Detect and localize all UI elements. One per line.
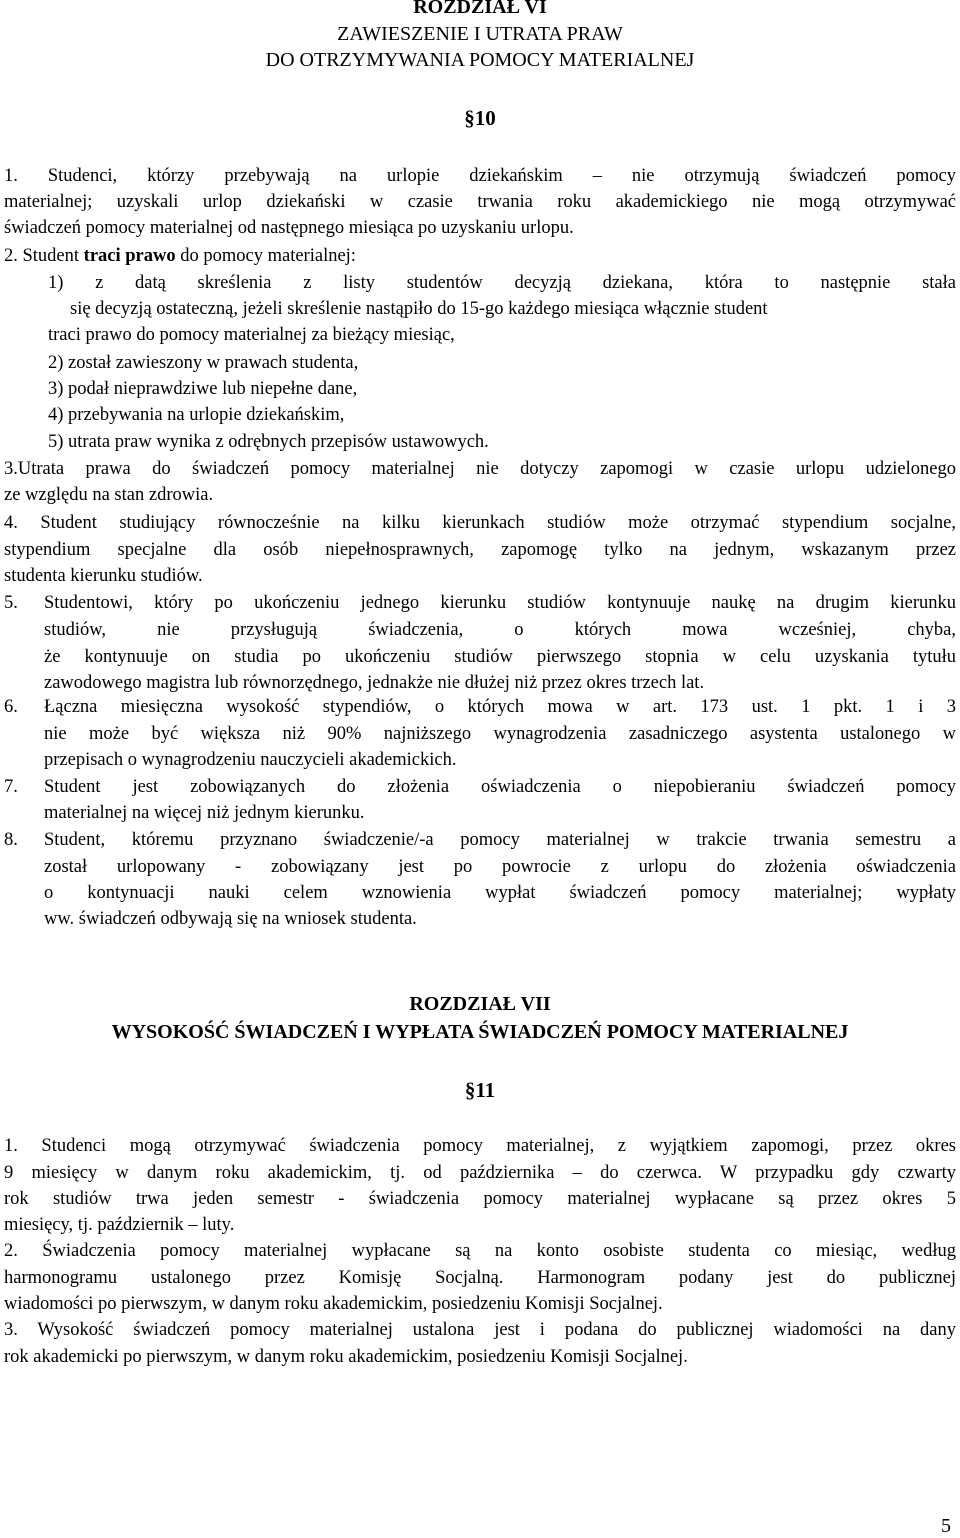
page-number: 5 — [941, 1515, 951, 1537]
list-item-line: się decyzją ostateczną, jeżeli skreślenie nastąpiło do 15-go każdego miesiąca włącznie student — [70, 299, 768, 319]
paragraph-text: do pomocy materialnej: — [175, 246, 356, 266]
paragraph-line: zawodowego magistra lub równorzędnego, jednakże nie dłużej niż przez okres trzech lat. — [44, 673, 705, 693]
paragraph-line: przepisach o wynagrodzeniu nauczycieli akademickich. — [44, 750, 457, 770]
paragraph-line: 4. Student studiujący równocześnie na kilku kierunkach studiów może otrzymać stypendium socjalne, — [4, 513, 956, 533]
paragraph-line: ze względu na stan zdrowia. — [4, 485, 214, 505]
paragraph-number: 8. — [4, 830, 18, 850]
paragraph-line: Studentowi, który po ukończeniu jednego kierunku studiów kontynuuje naukę na drugim kierunku — [44, 593, 956, 613]
paragraph-number: 6. — [4, 697, 18, 717]
paragraph-line: 1. Studenci, którzy przebywają na urlopie dziekańskim – nie otrzymują świadczeń pomocy — [4, 166, 956, 186]
paragraph-line: 3.Utrata prawa do świadczeń pomocy materialnej nie dotyczy zapomogi w czasie urlopu udzielonego — [4, 459, 956, 479]
paragraph-line: studenta kierunku studiów. — [4, 566, 203, 586]
chapter-subtitle: ZAWIESZENIE I UTRATA PRAW — [337, 23, 623, 45]
list-item-line: traci prawo do pomocy materialnej za bieżący miesiąc, — [48, 325, 455, 345]
paragraph-line: 2. Świadczenia pomocy materialnej wypłacane są na konto osobiste studenta co miesiąc, według — [4, 1241, 956, 1261]
paragraph-text: 2. Student — [4, 246, 84, 266]
paragraph-line: stypendium specjalne dla osób niepełnosprawnych, zapomogę tylko na jednym, wskazanym przez — [4, 540, 956, 560]
paragraph-line: rok akademicki po pierwszym, w danym roku akademickim, posiedzeniu Komisji Socjalnej. — [4, 1347, 688, 1367]
paragraph-line: Łączna miesięczna wysokość stypendiów, o których mowa w art. 173 ust. 1 pkt. 1 i 3 — [44, 697, 956, 717]
paragraph-line: wiadomości po pierwszym, w danym roku akademickim, posiedzeniu Komisji Socjalnej. — [4, 1294, 663, 1314]
list-item: 2) został zawieszony w prawach studenta, — [48, 353, 359, 373]
paragraph-line: harmonogramu ustalonego przez Komisję Socjalną. Harmonogram podany jest do publicznej — [4, 1268, 956, 1288]
list-item-line: 1) z datą skreślenia z listy studentów decyzją dziekana, która to następnie stała — [48, 273, 956, 293]
chapter-title: ROZDZIAŁ VI — [413, 0, 547, 18]
section-heading: §10 — [464, 106, 496, 130]
bold-text: traci prawo — [83, 246, 176, 266]
paragraph-line: świadczeń pomocy materialnej od następnego miesiąca po uzyskaniu urlopu. — [4, 218, 574, 238]
paragraph-line: 1. Studenci mogą otrzymywać świadczenia pomocy materialnej, z wyjątkiem zapomogi, przez okres — [4, 1136, 956, 1156]
paragraph-line: materialnej; uzyskali urlop dziekański w czasie trwania roku akademickiego nie mogą otrzymywać — [4, 192, 956, 212]
list-item: 3) podał nieprawdziwe lub niepełne dane, — [48, 379, 358, 399]
paragraph-line: studiów, nie przysługują świadczenia, o których mowa wcześniej, chyba, — [44, 620, 956, 640]
paragraph-line: Student, któremu przyznano świadczenie/-a pomocy materialnej w trakcie trwania semestru a — [44, 830, 956, 850]
chapter-title: ROZDZIAŁ VII — [409, 993, 551, 1015]
list-item: 4) przebywania na urlopie dziekańskim, — [48, 405, 345, 425]
paragraph-line: rok studiów trwa jeden semestr - świadczenia pomocy materialnej wypłacane są przez okres 5 — [4, 1189, 956, 1209]
paragraph-line: Student jest zobowiązanych do złożenia oświadczenia o niepobieraniu świadczeń pomocy — [44, 777, 956, 797]
paragraph-line: nie może być większa niż 90% najniższego wynagrodzenia zasadniczego asystenta ustalonego w — [44, 724, 956, 744]
paragraph-line: o kontynuacji nauki celem wznowienia wypłat świadczeń pomocy materialnej; wypłaty — [44, 883, 956, 903]
paragraph-line: miesięcy, tj. październik – luty. — [4, 1215, 235, 1235]
paragraph-line: został urlopowany - zobowiązany jest po powrocie z urlopu do złożenia oświadczenia — [44, 857, 956, 877]
paragraph-line: 3. Wysokość świadczeń pomocy materialnej ustalona jest i podana do publicznej wiadomości na dany — [4, 1320, 956, 1340]
list-item: 5) utrata praw wynika z odrębnych przepisów ustawowych. — [48, 432, 489, 452]
paragraph-number: 7. — [4, 777, 18, 797]
chapter-subtitle: WYSOKOŚĆ ŚWIADCZEŃ I WYPŁATA ŚWIADCZEŃ POMOCY MATERIALNEJ — [111, 1021, 849, 1043]
paragraph-number: 5. — [4, 593, 18, 613]
paragraph-line — [4, 243, 956, 269]
paragraph-line: 9 miesięcy w danym roku akademickim, tj. od października – do czerwca. W przypadku gdy czwarty — [4, 1163, 956, 1183]
paragraph-line: materialnej na więcej niż jednym kierunku. — [44, 803, 365, 823]
paragraph-line: że kontynuuje on studia po ukończeniu studiów pierwszego stopnia w celu uzyskania tytułu — [44, 647, 956, 667]
section-heading: §11 — [464, 1078, 496, 1102]
chapter-subtitle: DO OTRZYMYWANIA POMOCY MATERIALNEJ — [265, 49, 695, 71]
paragraph-line: ww. świadczeń odbywają się na wniosek studenta. — [44, 909, 417, 929]
